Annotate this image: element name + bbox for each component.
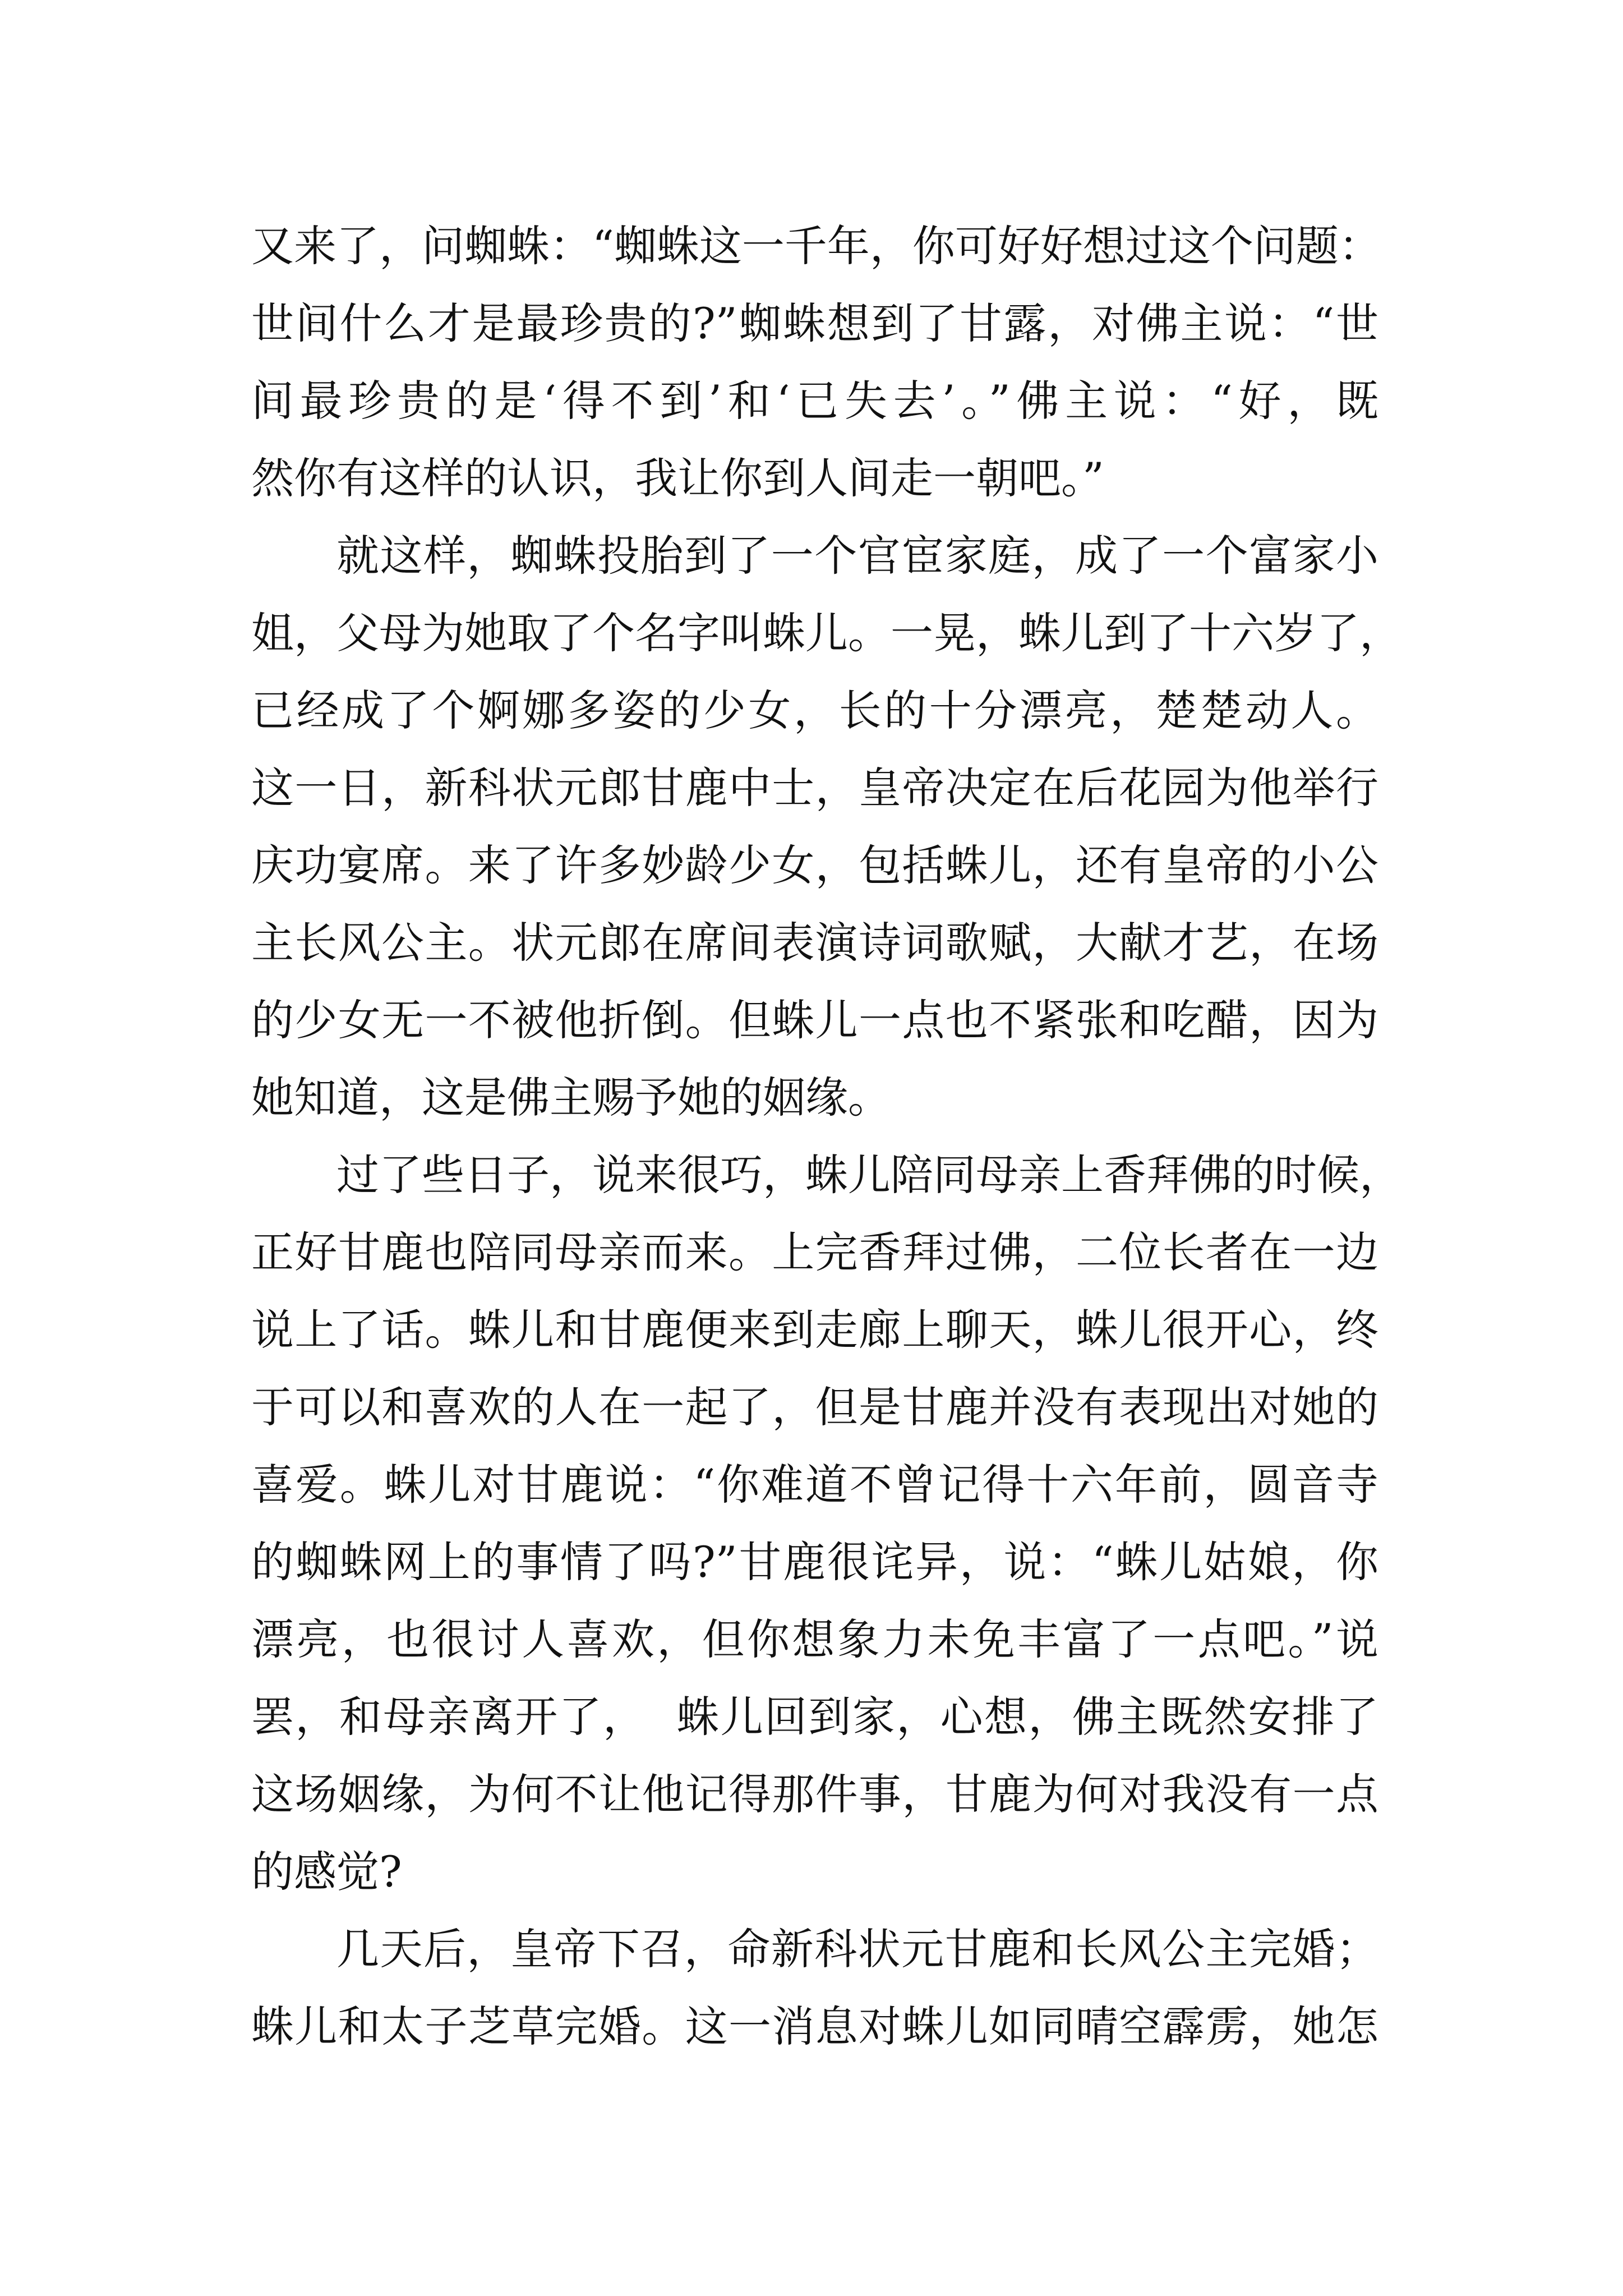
text-line: 漂亮，也很讨人喜欢，但你想象力未免丰富了一点吧。”说 bbox=[251, 1614, 1378, 1664]
text-line: 已经成了个婀娜多姿的少女，长的十分漂亮，楚楚动人。 bbox=[251, 685, 1378, 735]
text-line: 间最珍贵的是‘得不到’和‘已失去’。”佛主说：“好，既 bbox=[251, 376, 1378, 426]
document-text-body bbox=[251, 208, 1402, 2065]
text-line: 正好甘鹿也陪同母亲而来。上完香拜过佛，二位长者在一边 bbox=[251, 1227, 1378, 1277]
text-line: 于可以和喜欢的人在一起了，但是甘鹿并没有表现出对她的 bbox=[251, 1382, 1378, 1432]
text-line: 姐，父母为她取了个名字叫蛛儿。一晃，蛛儿到了十六岁了， bbox=[251, 608, 1402, 658]
text-line: 罢，和母亲离开了， 蛛儿回到家，心想，佛主既然安排了 bbox=[251, 1692, 1378, 1742]
text-line: 这场姻缘，为何不让他记得那件事，甘鹿为何对我没有一点 bbox=[251, 1769, 1378, 1819]
text-line: 说上了话。蛛儿和甘鹿便来到走廊上聊天，蛛儿很开心，终 bbox=[251, 1305, 1378, 1355]
text-line: 的少女无一不被他折倒。但蛛儿一点也不紧张和吃醋，因为 bbox=[251, 995, 1378, 1045]
text-line: 然你有这样的认识，我让你到人间走一朝吧。” bbox=[251, 453, 1104, 503]
text-line: 这一日，新科状元郎甘鹿中士，皇帝决定在后花园为他举行 bbox=[251, 763, 1378, 813]
text-line: 又来了，问蜘蛛：“蜘蛛这一千年，你可好好想过这个问题： bbox=[251, 221, 1381, 271]
text-line: 的感觉? bbox=[251, 1847, 402, 1897]
text-line: 蛛儿和太子芝草完婚。这一消息对蛛儿如同晴空霹雳，她怎 bbox=[251, 2001, 1378, 2051]
text-line: 就这样，蜘蛛投胎到了一个官宦家庭，成了一个富家小 bbox=[336, 531, 1378, 581]
text-line: 庆功宴席。来了许多妙龄少女，包括蛛儿，还有皇帝的小公 bbox=[251, 840, 1378, 890]
text-line: 过了些日子，说来很巧，蛛儿陪同母亲上香拜佛的时候， bbox=[336, 1150, 1402, 1200]
text-line: 几天后，皇帝下召，命新科状元甘鹿和长风公主完婚； bbox=[336, 1924, 1378, 1974]
text-line: 世间什么才是最珍贵的?”蜘蛛想到了甘露，对佛主说：“世 bbox=[251, 298, 1378, 348]
text-line: 主长风公主。状元郎在席间表演诗词歌赋，大献才艺，在场 bbox=[251, 918, 1378, 968]
text-line: 喜爱。蛛儿对甘鹿说：“你难道不曾记得十六年前，圆音寺 bbox=[251, 1460, 1378, 1510]
text-line: 她知道，这是佛主赐予她的姻缘。 bbox=[251, 1073, 891, 1122]
text-line: 的蜘蛛网上的事情了吗?”甘鹿很诧异，说：“蛛儿姑娘，你 bbox=[251, 1537, 1378, 1587]
